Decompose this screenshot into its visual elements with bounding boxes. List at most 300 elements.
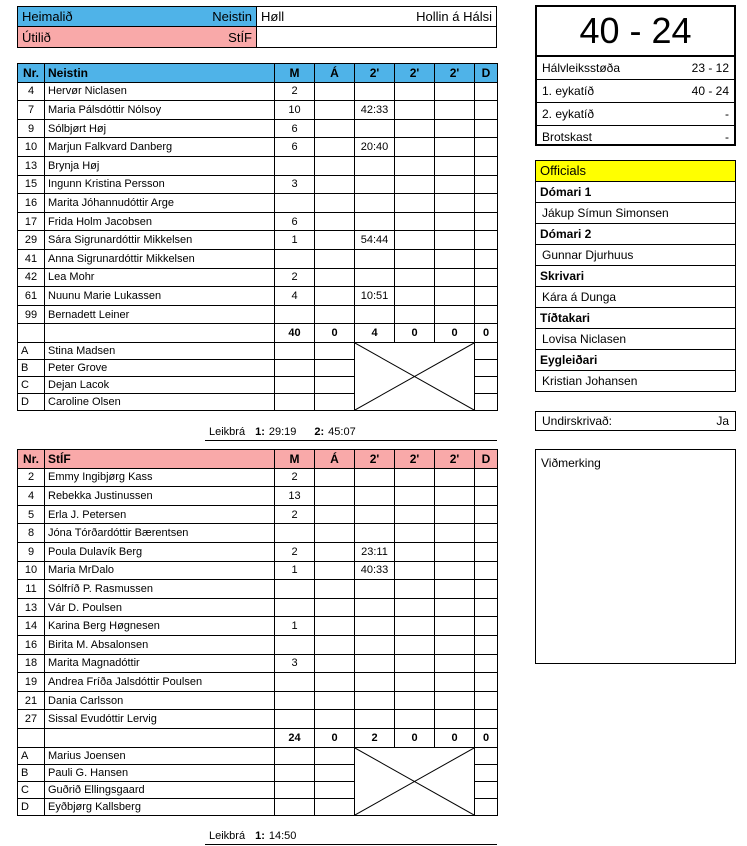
venue-short: Høll: [261, 9, 285, 24]
team-official-m: [275, 342, 315, 359]
team-official-m: [275, 747, 315, 764]
total-s3: 0: [435, 728, 475, 747]
team-official-d: [475, 798, 498, 815]
player-row: [18, 119, 498, 138]
team-official-a: [315, 747, 355, 764]
crossed-out-cell: [355, 747, 475, 815]
player-name: Karina Berg Høgnesen: [45, 617, 275, 636]
total-s1: 2: [355, 728, 395, 747]
signed-row: [535, 411, 736, 431]
player-name: Sissal Evudóttir Lervig: [45, 710, 275, 729]
col-header-s1: 2': [355, 450, 395, 469]
player-m: [275, 194, 315, 213]
player-number: 41: [18, 249, 45, 268]
player-a: [315, 249, 355, 268]
player-s3: [435, 249, 475, 268]
remarks-label: Viðmerking: [541, 456, 601, 470]
player-s1: [355, 580, 395, 599]
player-s1: 40:33: [355, 561, 395, 580]
player-s2: [395, 580, 435, 599]
player-s2: [395, 710, 435, 729]
away-team-cell: [17, 27, 257, 48]
player-row: [18, 194, 498, 213]
timeout-number: 2:: [314, 426, 325, 438]
col-header-team: Neistin: [45, 64, 275, 83]
player-number: 9: [18, 119, 45, 138]
team-official-name: Dejan Lacok: [45, 376, 275, 393]
col-header-nr: Nr.: [18, 64, 45, 83]
player-row: [18, 580, 498, 599]
team-official-d: [475, 747, 498, 764]
player-row: [18, 82, 498, 101]
player-name: Maria MrDalo: [45, 561, 275, 580]
team-official-a: [315, 359, 355, 376]
home-label: Heimalið: [22, 9, 73, 24]
player-s2: [395, 468, 435, 487]
score-row-label: Hálvleiksstøða: [542, 61, 621, 75]
timeout-entry: [314, 426, 355, 438]
col-header-s1: 2': [355, 64, 395, 83]
col-header-s3: 2': [435, 450, 475, 469]
team-official-letter: B: [18, 764, 45, 781]
score-row-label: 1. eykatíð: [542, 84, 595, 98]
player-row: [18, 617, 498, 636]
player-m: 2: [275, 82, 315, 101]
official-name: Lovisa Niclasen: [536, 328, 735, 350]
player-s2: [395, 673, 435, 692]
player-s3: [435, 635, 475, 654]
player-a: [315, 175, 355, 194]
player-a: [315, 580, 355, 599]
team-official-name: Guðrið Ellingsgaard: [45, 781, 275, 798]
player-number: 10: [18, 138, 45, 157]
official-name: Jákup Símun Simonsen: [536, 202, 735, 224]
player-number: 29: [18, 231, 45, 250]
player-m: [275, 249, 315, 268]
team-official-letter: C: [18, 376, 45, 393]
player-number: 14: [18, 617, 45, 636]
official-name: Kára á Dunga: [536, 286, 735, 308]
player-m: 3: [275, 654, 315, 673]
player-d: [475, 617, 498, 636]
officials-box: [535, 160, 736, 392]
player-m: 6: [275, 212, 315, 231]
total-s1: 4: [355, 324, 395, 343]
team-official-d: [475, 376, 498, 393]
player-s3: [435, 524, 475, 543]
player-number: 99: [18, 305, 45, 324]
team-official-a: [315, 393, 355, 410]
officials-title: Officials: [536, 161, 735, 182]
team-official-letter: D: [18, 798, 45, 815]
player-number: 4: [18, 487, 45, 506]
total-d: 0: [475, 728, 498, 747]
player-m: [275, 691, 315, 710]
player-s3: [435, 468, 475, 487]
total-a: 0: [315, 728, 355, 747]
player-row: [18, 524, 498, 543]
player-a: [315, 691, 355, 710]
player-d: [475, 691, 498, 710]
venue-blank-cell: [257, 27, 497, 48]
player-s2: [395, 268, 435, 287]
crossed-out-cell: [355, 342, 475, 410]
player-s1: 23:11: [355, 542, 395, 561]
official-role: Dómari 2: [540, 227, 592, 241]
player-d: [475, 194, 498, 213]
player-a: [315, 561, 355, 580]
player-m: 2: [275, 468, 315, 487]
player-m: [275, 598, 315, 617]
player-a: [315, 82, 355, 101]
away-label: Útilið: [22, 29, 51, 45]
player-name: Marita Jóhannudóttir Arge: [45, 194, 275, 213]
player-d: [475, 542, 498, 561]
totals-blank-name: [45, 324, 275, 343]
player-name: Lea Mohr: [45, 268, 275, 287]
player-d: [475, 487, 498, 506]
player-s3: [435, 710, 475, 729]
player-number: 2: [18, 468, 45, 487]
player-s1: [355, 487, 395, 506]
total-m: 40: [275, 324, 315, 343]
player-s2: [395, 175, 435, 194]
team-official-a: [315, 376, 355, 393]
team-official-a: [315, 342, 355, 359]
player-a: [315, 268, 355, 287]
player-m: [275, 635, 315, 654]
player-row: [18, 287, 498, 306]
player-s2: [395, 505, 435, 524]
team-official-letter: A: [18, 342, 45, 359]
score-row-label: 2. eykatíð: [542, 107, 595, 121]
player-number: 8: [18, 524, 45, 543]
player-m: 6: [275, 138, 315, 157]
player-number: 13: [18, 598, 45, 617]
away-roster-table: [17, 449, 498, 816]
player-name: Sólfríð P. Rasmussen: [45, 580, 275, 599]
signed-value: Ja: [716, 414, 729, 428]
team-official-m: [275, 376, 315, 393]
timeout-number: 1:: [255, 426, 265, 438]
player-row: [18, 487, 498, 506]
score-box: [535, 5, 736, 146]
player-s3: [435, 598, 475, 617]
player-s3: [435, 487, 475, 506]
player-s1: [355, 212, 395, 231]
player-number: 4: [18, 82, 45, 101]
official-name: Gunnar Djurhuus: [536, 244, 735, 266]
player-m: [275, 524, 315, 543]
player-s1: [355, 119, 395, 138]
team-official-m: [275, 764, 315, 781]
timeout-entry: [255, 830, 296, 842]
player-s3: [435, 82, 475, 101]
player-s2: [395, 654, 435, 673]
official-role: Eygleiðari: [540, 353, 598, 367]
player-name: Dania Carlsson: [45, 691, 275, 710]
player-s1: [355, 249, 395, 268]
player-number: 13: [18, 156, 45, 175]
team-official-a: [315, 798, 355, 815]
player-s1: [355, 505, 395, 524]
player-d: [475, 580, 498, 599]
player-name: Emmy Ingibjørg Kass: [45, 468, 275, 487]
player-name: Birita M. Absalonsen: [45, 635, 275, 654]
player-s1: [355, 268, 395, 287]
team-official-name: Eyðbjørg Kallsberg: [45, 798, 275, 815]
player-row: [18, 231, 498, 250]
player-s1: [355, 598, 395, 617]
player-number: 9: [18, 542, 45, 561]
player-name: Jóna Tórðardóttir Bærentsen: [45, 524, 275, 543]
player-number: 42: [18, 268, 45, 287]
player-a: [315, 505, 355, 524]
totals-row: [18, 728, 498, 747]
player-a: [315, 212, 355, 231]
player-name: Marjun Falkvard Danberg: [45, 138, 275, 157]
player-a: [315, 654, 355, 673]
score-row: [537, 80, 734, 103]
total-d: 0: [475, 324, 498, 343]
player-m: 1: [275, 561, 315, 580]
player-s3: [435, 654, 475, 673]
player-d: [475, 561, 498, 580]
remarks-box: [535, 449, 736, 664]
player-d: [475, 654, 498, 673]
player-s2: [395, 212, 435, 231]
player-name: Maria Pálsdóttir Nólsoy: [45, 101, 275, 120]
player-m: [275, 580, 315, 599]
player-a: [315, 138, 355, 157]
player-name: Vár D. Poulsen: [45, 598, 275, 617]
official-name: Kristian Johansen: [536, 370, 735, 391]
team-official-d: [475, 764, 498, 781]
player-s2: [395, 101, 435, 120]
player-a: [315, 524, 355, 543]
player-a: [315, 617, 355, 636]
player-s1: [355, 654, 395, 673]
player-a: [315, 156, 355, 175]
player-s3: [435, 138, 475, 157]
player-a: [315, 635, 355, 654]
player-s3: [435, 101, 475, 120]
player-row: [18, 691, 498, 710]
player-s2: [395, 287, 435, 306]
player-number: 7: [18, 101, 45, 120]
roster-header-row: [18, 64, 498, 83]
timeout-time: 14:50: [268, 830, 297, 842]
player-row: [18, 561, 498, 580]
col-header-m: M: [275, 64, 315, 83]
team-official-letter: B: [18, 359, 45, 376]
player-name: Ingunn Kristina Persson: [45, 175, 275, 194]
player-s3: [435, 305, 475, 324]
player-a: [315, 673, 355, 692]
venue-full: Hollin á Hálsi: [416, 9, 492, 24]
player-s1: [355, 156, 395, 175]
player-row: [18, 268, 498, 287]
team-official-m: [275, 359, 315, 376]
player-m: 3: [275, 175, 315, 194]
player-s2: [395, 598, 435, 617]
player-row: [18, 212, 498, 231]
player-d: [475, 212, 498, 231]
player-s3: [435, 212, 475, 231]
player-name: Sára Sigrunardóttir Mikkelsen: [45, 231, 275, 250]
player-s3: [435, 287, 475, 306]
col-header-s2: 2': [395, 450, 435, 469]
col-header-s3: 2': [435, 64, 475, 83]
player-row: [18, 305, 498, 324]
player-row: [18, 468, 498, 487]
team-official-name: Pauli G. Hansen: [45, 764, 275, 781]
player-a: [315, 305, 355, 324]
team-official-m: [275, 781, 315, 798]
player-s1: [355, 691, 395, 710]
totals-blank-nr: [18, 324, 45, 343]
away-timeouts: [205, 830, 497, 845]
player-m: 1: [275, 231, 315, 250]
player-a: [315, 287, 355, 306]
player-s1: [355, 635, 395, 654]
player-s1: 10:51: [355, 287, 395, 306]
player-s1: [355, 468, 395, 487]
player-s2: [395, 82, 435, 101]
player-s1: [355, 175, 395, 194]
player-name: Nuunu Marie Lukassen: [45, 287, 275, 306]
player-m: 4: [275, 287, 315, 306]
player-name: Brynja Høj: [45, 156, 275, 175]
player-s2: [395, 156, 435, 175]
player-s1: [355, 524, 395, 543]
player-m: [275, 156, 315, 175]
player-m: 10: [275, 101, 315, 120]
player-number: 15: [18, 175, 45, 194]
team-official-letter: A: [18, 747, 45, 764]
team-official-name: Stina Madsen: [45, 342, 275, 359]
player-row: [18, 673, 498, 692]
player-row: [18, 654, 498, 673]
player-s2: [395, 138, 435, 157]
team-official-d: [475, 781, 498, 798]
total-a: 0: [315, 324, 355, 343]
team-official-row: [18, 747, 498, 764]
team-official-a: [315, 764, 355, 781]
player-number: 21: [18, 691, 45, 710]
player-a: [315, 101, 355, 120]
player-s2: [395, 635, 435, 654]
player-s3: [435, 617, 475, 636]
player-s2: [395, 194, 435, 213]
player-a: [315, 194, 355, 213]
player-d: [475, 175, 498, 194]
player-m: 2: [275, 268, 315, 287]
player-m: [275, 305, 315, 324]
player-a: [315, 468, 355, 487]
player-name: Erla J. Petersen: [45, 505, 275, 524]
player-d: [475, 82, 498, 101]
official-role: Skrivari: [540, 269, 585, 283]
final-score: 40 - 24: [537, 7, 734, 57]
signed-label: Undirskrivað:: [542, 414, 613, 428]
player-s3: [435, 580, 475, 599]
player-m: 2: [275, 542, 315, 561]
player-number: 16: [18, 635, 45, 654]
away-header-row: [17, 27, 497, 48]
team-official-d: [475, 342, 498, 359]
home-roster-table: [17, 63, 498, 411]
col-header-a: Á: [315, 450, 355, 469]
total-s3: 0: [435, 324, 475, 343]
score-row-value: 40 - 24: [691, 84, 729, 98]
score-row: [537, 103, 734, 126]
team-official-name: Peter Grove: [45, 359, 275, 376]
player-s3: [435, 561, 475, 580]
player-d: [475, 505, 498, 524]
player-number: 17: [18, 212, 45, 231]
score-row-value: -: [725, 130, 729, 144]
timeouts-label: Leikbrá: [209, 426, 246, 438]
player-number: 10: [18, 561, 45, 580]
player-d: [475, 268, 498, 287]
score-row-value: -: [725, 107, 729, 121]
player-row: [18, 635, 498, 654]
player-number: 11: [18, 580, 45, 599]
player-s2: [395, 691, 435, 710]
player-s1: 20:40: [355, 138, 395, 157]
player-d: [475, 635, 498, 654]
player-s1: 54:44: [355, 231, 395, 250]
player-d: [475, 287, 498, 306]
player-number: 19: [18, 673, 45, 692]
team-official-m: [275, 393, 315, 410]
total-s2: 0: [395, 324, 435, 343]
timeout-number: 1:: [255, 830, 265, 842]
score-row: [537, 57, 734, 80]
player-m: [275, 673, 315, 692]
home-header-row: [17, 6, 497, 27]
team-official-d: [475, 359, 498, 376]
player-d: [475, 138, 498, 157]
team-official-name: Marius Joensen: [45, 747, 275, 764]
player-s1: [355, 673, 395, 692]
score-row: [537, 126, 734, 149]
player-row: [18, 249, 498, 268]
player-number: 61: [18, 287, 45, 306]
player-s2: [395, 617, 435, 636]
player-row: [18, 101, 498, 120]
player-s3: [435, 119, 475, 138]
player-s3: [435, 231, 475, 250]
player-row: [18, 542, 498, 561]
player-m: 1: [275, 617, 315, 636]
player-m: [275, 710, 315, 729]
player-s3: [435, 175, 475, 194]
player-name: Hervør Niclasen: [45, 82, 275, 101]
col-header-m: M: [275, 450, 315, 469]
player-s2: [395, 231, 435, 250]
player-a: [315, 598, 355, 617]
player-name: Anna Sigrunardóttir Mikkelsen: [45, 249, 275, 268]
player-d: [475, 710, 498, 729]
player-s3: [435, 505, 475, 524]
player-s1: [355, 82, 395, 101]
player-m: 6: [275, 119, 315, 138]
player-s1: [355, 617, 395, 636]
player-s3: [435, 156, 475, 175]
team-official-m: [275, 798, 315, 815]
